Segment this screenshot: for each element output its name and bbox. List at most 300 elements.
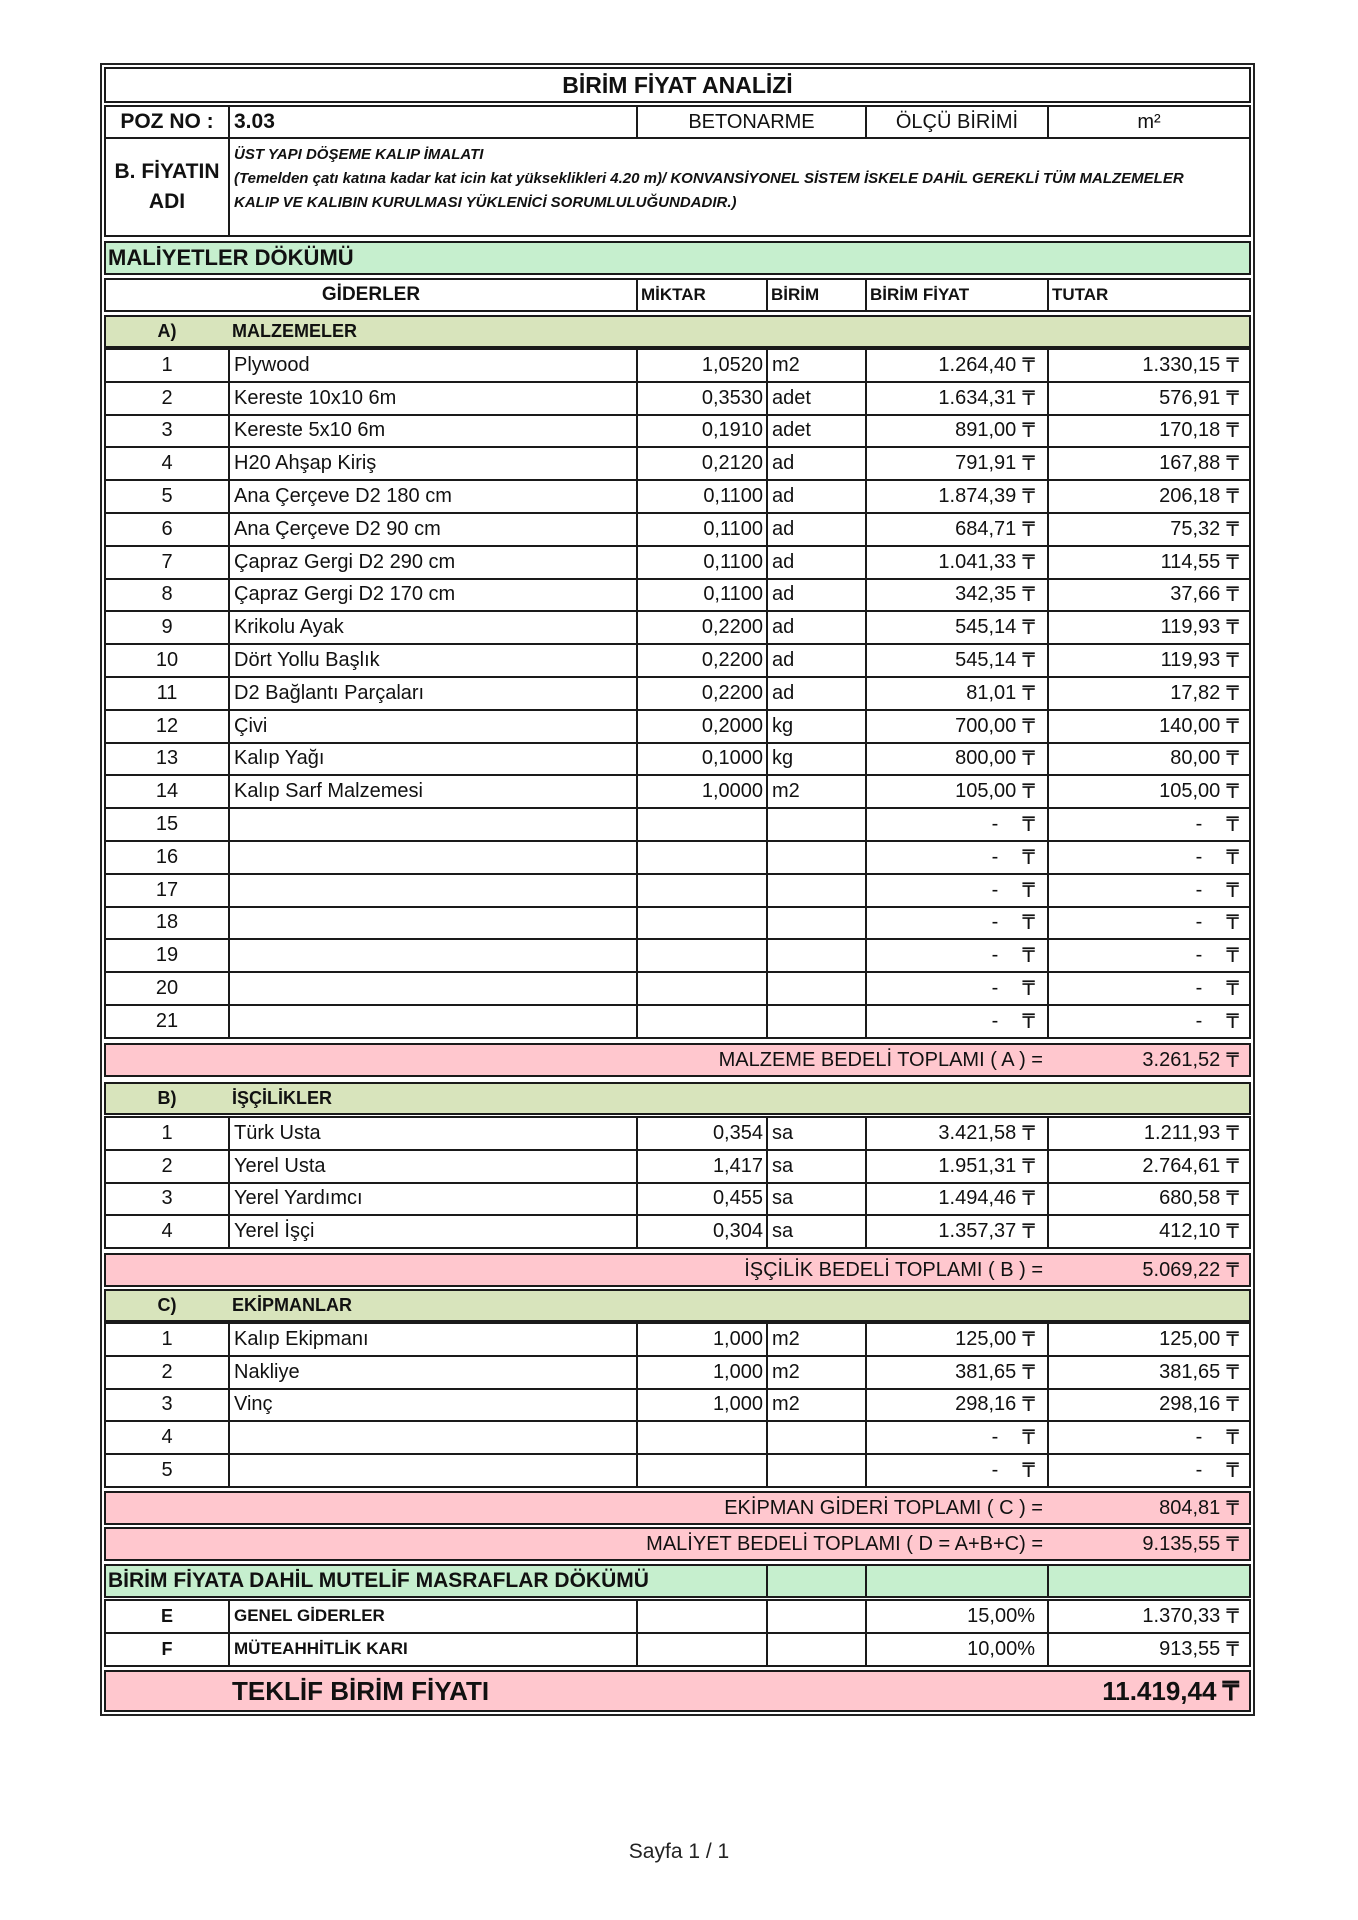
item-total	[1047, 448, 1249, 479]
item-unit: sa	[766, 1118, 865, 1149]
overhead-row	[104, 1599, 1251, 1634]
item-unit-price-value: -	[991, 878, 999, 901]
description-line-2: (Temelden çatı katına kadar kat icin kat yükseklikleri 4.20 m)/ KONVANSİYONEL SİSTEM İSKELE DAHİL GEREKLİ TÜM MALZEMELER	[234, 170, 1184, 187]
table-row	[104, 381, 1251, 416]
item-total	[1047, 1184, 1249, 1215]
item-total-value: -	[1195, 878, 1203, 901]
table-row	[104, 446, 1251, 481]
currency-symbol: ₸	[1022, 1460, 1035, 1483]
item-total-value: 119,93	[1160, 616, 1221, 639]
row-number: 9	[161, 616, 173, 639]
table-row	[104, 1453, 1251, 1488]
item-unit-price	[865, 416, 1047, 447]
item-unit: sa	[766, 1184, 865, 1215]
item-unit: ad	[766, 481, 865, 512]
item-name: H20 Ahşap Kiriş	[228, 448, 636, 479]
table-row	[104, 906, 1251, 941]
table-row	[104, 545, 1251, 580]
materials-total-label: MALZEME BEDELİ TOPLAMI ( A ) =	[718, 1048, 1043, 1071]
item-unit	[766, 1422, 865, 1453]
item-name	[228, 1006, 636, 1037]
item-unit-price	[865, 383, 1047, 414]
item-name: Yerel Usta	[228, 1151, 636, 1182]
item-quantity	[636, 908, 766, 939]
currency-symbol: ₸	[1022, 486, 1035, 509]
row-number: 12	[155, 714, 179, 737]
item-unit: ad	[766, 645, 865, 676]
currency-symbol: ₸	[1226, 814, 1239, 837]
category-row-materials	[104, 315, 1251, 348]
item-name: Çapraz Gergi D2 290 cm	[228, 547, 636, 578]
currency-symbol: ₸	[1222, 1675, 1239, 1706]
item-unit-price-value: 1.357,37	[938, 1220, 1017, 1243]
cost-grand-total-value	[1047, 1529, 1249, 1559]
item-unit-price-value: 342,35	[955, 583, 1017, 606]
item-name: Vinç	[228, 1390, 636, 1421]
item-unit-price	[865, 678, 1047, 709]
currency-symbol: ₸	[1226, 1460, 1239, 1483]
category-code: A)	[157, 320, 177, 341]
item-total	[1047, 940, 1249, 971]
currency-symbol: ₸	[1022, 551, 1035, 574]
item-total-value: 1.211,93	[1143, 1121, 1221, 1144]
overhead-code: E	[160, 1605, 173, 1626]
category-label: BETONARME	[636, 107, 865, 137]
item-total	[1047, 744, 1249, 775]
item-total	[1047, 481, 1249, 512]
currency-symbol: ₸	[1226, 650, 1239, 673]
item-quantity: 0,455	[636, 1184, 766, 1215]
name-label-line-1: B. FİYATIN	[114, 160, 220, 183]
item-name: Kalıp Ekipmanı	[228, 1324, 636, 1355]
row-number: 2	[161, 1360, 173, 1383]
overhead-rate: 10,00%	[865, 1634, 1047, 1665]
item-unit: adet	[766, 416, 865, 447]
overhead-empty-unit	[766, 1601, 865, 1632]
item-total-value: -	[1195, 977, 1203, 1000]
equipment-total	[104, 1491, 1251, 1525]
item-unit-price-value: 800,00	[955, 747, 1017, 770]
item-quantity	[636, 1006, 766, 1037]
currency-symbol: ₸	[1022, 814, 1035, 837]
currency-symbol: ₸	[1022, 912, 1035, 935]
table-row	[104, 676, 1251, 711]
currency-symbol: ₸	[1226, 1394, 1239, 1417]
item-total-value: 298,16	[1159, 1393, 1221, 1416]
overheads-heading-cell	[1047, 1566, 1249, 1596]
col-header-birim: BİRİM	[766, 280, 865, 310]
overhead-total	[1047, 1634, 1249, 1665]
currency-symbol: ₸	[1226, 551, 1239, 574]
offer-price-value	[1047, 1672, 1249, 1710]
item-total	[1047, 1390, 1249, 1421]
item-total	[1047, 514, 1249, 545]
currency-symbol: ₸	[1226, 1361, 1239, 1384]
table-row	[104, 1322, 1251, 1357]
item-name: Ana Çerçeve D2 180 cm	[228, 481, 636, 512]
currency-symbol: ₸	[1226, 781, 1239, 804]
item-unit: ad	[766, 547, 865, 578]
table-row	[104, 1149, 1251, 1184]
name-label	[106, 139, 228, 235]
item-total-value: 170,18	[1159, 419, 1221, 442]
table-row	[104, 1116, 1251, 1151]
item-unit	[766, 875, 865, 906]
table-row	[104, 840, 1251, 875]
item-unit-price-value: 891,00	[955, 419, 1017, 442]
item-unit-price	[865, 776, 1047, 807]
item-total-value: 1.330,15	[1142, 353, 1221, 376]
item-total	[1047, 908, 1249, 939]
overheads-title: BİRİM FİYATA DAHİL MUTELİF MASRAFLAR DÖKÜMÜ	[108, 1569, 649, 1592]
currency-symbol: ₸	[1022, 584, 1035, 607]
description-text	[228, 139, 1249, 235]
category-row-equipment	[104, 1289, 1251, 1322]
row-number: 2	[161, 1154, 173, 1177]
item-total	[1047, 383, 1249, 414]
item-unit-price	[865, 645, 1047, 676]
item-total	[1047, 1324, 1249, 1355]
item-total-value: 17,82	[1170, 681, 1221, 704]
item-name: Çivi	[228, 711, 636, 742]
currency-symbol: ₸	[1226, 518, 1239, 541]
currency-symbol: ₸	[1226, 1427, 1239, 1450]
item-total	[1047, 416, 1249, 447]
currency-symbol: ₸	[1226, 387, 1239, 410]
currency-symbol: ₸	[1022, 1122, 1035, 1145]
item-unit	[766, 973, 865, 1004]
currency-symbol: ₸	[1226, 1259, 1239, 1282]
overhead-empty-unit	[766, 1634, 865, 1665]
currency-symbol: ₸	[1022, 650, 1035, 673]
item-unit: ad	[766, 448, 865, 479]
table-row	[104, 1214, 1251, 1249]
item-total-value: -	[1195, 813, 1203, 836]
row-number: 6	[161, 517, 173, 540]
currency-symbol: ₸	[1022, 387, 1035, 410]
item-name: Türk Usta	[228, 1118, 636, 1149]
item-quantity	[636, 940, 766, 971]
item-total	[1047, 1422, 1249, 1453]
offer-price-value-value: 11.419,44	[1102, 1675, 1217, 1706]
item-unit-price	[865, 1118, 1047, 1149]
currency-symbol: ₸	[1226, 846, 1239, 869]
item-unit-price-value: 1.041,33	[938, 550, 1017, 573]
item-unit-price	[865, 875, 1047, 906]
category-title: EKİPMANLAR	[232, 1294, 352, 1315]
item-name	[228, 1455, 636, 1486]
item-unit-price-value: -	[991, 1426, 999, 1449]
currency-symbol: ₸	[1022, 354, 1035, 377]
item-quantity: 0,1910	[636, 416, 766, 447]
unit-value: m²	[1047, 107, 1249, 137]
item-quantity: 1,0520	[636, 350, 766, 381]
costs-section-title: MALİYETLER DÖKÜMÜ	[108, 245, 354, 270]
currency-symbol: ₸	[1226, 1533, 1239, 1556]
row-number: 4	[161, 452, 173, 475]
category-code: C)	[157, 1294, 177, 1315]
cost-grand-total-value-value: 9.135,55	[1142, 1532, 1221, 1555]
currency-symbol: ₸	[1022, 879, 1035, 902]
item-unit-price-value: 1.494,46	[938, 1187, 1017, 1210]
row-number: 19	[155, 944, 179, 967]
currency-symbol: ₸	[1226, 486, 1239, 509]
row-number: 21	[155, 1009, 179, 1032]
currency-symbol: ₸	[1226, 912, 1239, 935]
item-quantity	[636, 842, 766, 873]
item-unit-price-value: 1.634,31	[938, 386, 1017, 409]
offer-price-row	[104, 1670, 1251, 1712]
item-unit-price-value: 1.874,39	[938, 485, 1017, 508]
currency-symbol: ₸	[1022, 453, 1035, 476]
item-unit-price	[865, 973, 1047, 1004]
item-unit-price-value: 1.264,40	[938, 353, 1017, 376]
item-quantity: 0,2200	[636, 645, 766, 676]
item-unit-price	[865, 1216, 1047, 1247]
page-number: Sayfa 1 / 1	[628, 1840, 730, 1863]
item-unit: kg	[766, 711, 865, 742]
row-number: 5	[161, 485, 173, 508]
item-unit-price	[865, 842, 1047, 873]
item-total-value: -	[1195, 1426, 1203, 1449]
item-quantity: 0,1000	[636, 744, 766, 775]
item-total-value: -	[1195, 944, 1203, 967]
category-row-labor	[104, 1082, 1251, 1115]
item-name	[228, 940, 636, 971]
item-unit	[766, 908, 865, 939]
description-line-1: ÜST YAPI DÖŞEME KALIP İMALATI	[234, 146, 484, 163]
currency-symbol: ₸	[1226, 617, 1239, 640]
currency-symbol: ₸	[1226, 1328, 1239, 1351]
item-unit	[766, 1455, 865, 1486]
currency-symbol: ₸	[1022, 748, 1035, 771]
row-number: 5	[161, 1459, 173, 1482]
currency-symbol: ₸	[1226, 748, 1239, 771]
table-row	[104, 1355, 1251, 1390]
item-name: Kereste 10x10 6m	[228, 383, 636, 414]
item-total-value: 75,32	[1170, 517, 1221, 540]
table-row	[104, 1388, 1251, 1423]
item-total-value: -	[1195, 1009, 1203, 1032]
table-row	[104, 971, 1251, 1006]
currency-symbol: ₸	[1022, 1394, 1035, 1417]
item-total-value: 125,00	[1159, 1327, 1221, 1350]
currency-symbol: ₸	[1022, 846, 1035, 869]
item-unit-price-value: 684,71	[955, 517, 1017, 540]
item-unit: m2	[766, 776, 865, 807]
item-unit-price-value: 545,14	[955, 649, 1017, 672]
item-total-value: 114,55	[1160, 550, 1221, 573]
materials-total	[104, 1043, 1251, 1077]
column-header-row	[104, 278, 1251, 312]
item-name: Kalıp Yağı	[228, 744, 636, 775]
table-row	[104, 1420, 1251, 1455]
item-quantity: 1,000	[636, 1357, 766, 1388]
currency-symbol: ₸	[1226, 1188, 1239, 1211]
currency-symbol: ₸	[1226, 1049, 1239, 1072]
labor-total-value-value: 5.069,22	[1142, 1258, 1221, 1281]
row-number: 11	[156, 681, 178, 704]
labor-total-label: İŞÇİLİK BEDELİ TOPLAMI ( B ) =	[744, 1258, 1043, 1281]
row-number: 1	[161, 1121, 173, 1144]
item-total-value: 105,00	[1159, 780, 1221, 803]
item-total-value: -	[1195, 911, 1203, 934]
currency-symbol: ₸	[1226, 1605, 1239, 1628]
item-total-value: 381,65	[1159, 1360, 1221, 1383]
overheads-heading	[104, 1564, 1251, 1598]
item-total-value: 119,93	[1160, 649, 1221, 672]
item-total-value: 412,10	[1159, 1220, 1221, 1243]
currency-symbol: ₸	[1022, 978, 1035, 1001]
item-unit: adet	[766, 383, 865, 414]
item-unit-price	[865, 1184, 1047, 1215]
equipment-total-value-value: 804,81	[1159, 1496, 1221, 1519]
table-row	[104, 512, 1251, 547]
item-name: Çapraz Gergi D2 170 cm	[228, 580, 636, 611]
item-quantity: 0,2200	[636, 612, 766, 643]
item-total	[1047, 1216, 1249, 1247]
item-quantity: 0,1100	[636, 547, 766, 578]
item-total-value: 206,18	[1159, 485, 1221, 508]
row-number: 1	[161, 353, 173, 376]
document-title: BİRİM FİYAT ANALİZİ	[562, 71, 793, 98]
name-label-line-2: ADI	[148, 190, 186, 213]
row-number: 4	[161, 1426, 173, 1449]
item-total	[1047, 875, 1249, 906]
item-quantity	[636, 875, 766, 906]
overheads-heading-cell	[766, 1566, 865, 1596]
row-number: 18	[155, 911, 179, 934]
item-unit-price-value: 298,16	[955, 1393, 1017, 1416]
item-unit-price-value: 125,00	[955, 1327, 1017, 1350]
table-row	[104, 1004, 1251, 1039]
costs-section-heading	[104, 241, 1251, 275]
item-total	[1047, 842, 1249, 873]
item-unit-price-value: -	[991, 977, 999, 1000]
item-unit: m2	[766, 1390, 865, 1421]
description-line-3: KALIP VE KALIBIN KURULMASI YÜKLENİCİ SORUMLULUĞUNDADIR.)	[234, 194, 737, 211]
item-total	[1047, 350, 1249, 381]
item-total-value: 140,00	[1159, 714, 1221, 737]
item-quantity: 0,1100	[636, 580, 766, 611]
currency-symbol: ₸	[1022, 1221, 1035, 1244]
currency-symbol: ₸	[1022, 518, 1035, 541]
item-unit: sa	[766, 1151, 865, 1182]
item-unit: m2	[766, 1357, 865, 1388]
cost-grand-total	[104, 1527, 1251, 1561]
table-row	[104, 709, 1251, 744]
item-unit-price	[865, 547, 1047, 578]
currency-symbol: ₸	[1226, 1638, 1239, 1661]
row-number: 1	[161, 1327, 173, 1350]
item-unit: ad	[766, 580, 865, 611]
item-quantity	[636, 1455, 766, 1486]
item-unit-price-value: 3.421,58	[938, 1121, 1017, 1144]
item-total	[1047, 711, 1249, 742]
item-unit-price	[865, 448, 1047, 479]
item-quantity: 1,000	[636, 1324, 766, 1355]
item-unit-price-value: 105,00	[955, 780, 1017, 803]
item-unit-price	[865, 1422, 1047, 1453]
item-unit-price-value: -	[991, 911, 999, 934]
item-total-value: 2.764,61	[1142, 1154, 1221, 1177]
currency-symbol: ₸	[1226, 1221, 1239, 1244]
table-row	[104, 774, 1251, 809]
item-total	[1047, 809, 1249, 840]
item-unit: ad	[766, 678, 865, 709]
item-unit: m2	[766, 1324, 865, 1355]
item-unit-price	[865, 711, 1047, 742]
labor-total-value	[1047, 1255, 1249, 1285]
overhead-total-value: 1.370,33	[1142, 1604, 1221, 1627]
item-total-value: 37,66	[1170, 583, 1221, 606]
item-name: Dört Yollu Başlık	[228, 645, 636, 676]
overhead-name: MÜTEAHHİTLİK KARI	[228, 1634, 636, 1665]
item-total	[1047, 612, 1249, 643]
row-number: 4	[161, 1220, 173, 1243]
table-row	[104, 742, 1251, 777]
item-unit-price	[865, 350, 1047, 381]
item-unit-price-value: -	[991, 845, 999, 868]
item-quantity: 0,1100	[636, 481, 766, 512]
item-quantity	[636, 809, 766, 840]
item-name	[228, 809, 636, 840]
item-name: D2 Bağlantı Parçaları	[228, 678, 636, 709]
item-name: Kereste 5x10 6m	[228, 416, 636, 447]
table-row	[104, 938, 1251, 973]
item-unit-price-value: 791,91	[955, 452, 1017, 475]
offer-price-label: TEKLİF BİRİM FİYATI	[232, 1675, 490, 1706]
materials-total-value	[1047, 1045, 1249, 1075]
title-row	[104, 67, 1251, 103]
item-total	[1047, 580, 1249, 611]
item-total	[1047, 547, 1249, 578]
item-total-value: 167,88	[1159, 452, 1221, 475]
equipment-total-value	[1047, 1493, 1249, 1523]
row-number: 14	[155, 780, 179, 803]
table-row	[104, 1182, 1251, 1217]
currency-symbol: ₸	[1226, 945, 1239, 968]
poz-row	[104, 105, 1251, 139]
item-unit-price	[865, 744, 1047, 775]
currency-symbol: ₸	[1226, 1122, 1239, 1145]
item-unit-price	[865, 908, 1047, 939]
category-title: MALZEMELER	[232, 320, 357, 341]
item-quantity: 0,2200	[636, 678, 766, 709]
currency-symbol: ₸	[1022, 1328, 1035, 1351]
item-total-value: 680,58	[1159, 1187, 1221, 1210]
table-row	[104, 479, 1251, 514]
item-quantity: 1,000	[636, 1390, 766, 1421]
item-name: Krikolu Ayak	[228, 612, 636, 643]
item-unit: kg	[766, 744, 865, 775]
currency-symbol: ₸	[1226, 879, 1239, 902]
item-total	[1047, 1118, 1249, 1149]
equipment-total-label: EKİPMAN GİDERİ TOPLAMI ( C ) =	[724, 1496, 1043, 1519]
item-unit	[766, 809, 865, 840]
item-unit-price-value: 545,14	[955, 616, 1017, 639]
category-title: İŞÇİLİKLER	[232, 1087, 333, 1108]
currency-symbol: ₸	[1022, 1010, 1035, 1033]
currency-symbol: ₸	[1022, 682, 1035, 705]
item-quantity	[636, 1422, 766, 1453]
item-quantity: 0,304	[636, 1216, 766, 1247]
row-number: 7	[161, 550, 173, 573]
item-unit-price	[865, 612, 1047, 643]
currency-symbol: ₸	[1226, 354, 1239, 377]
item-name: Plywood	[228, 350, 636, 381]
currency-symbol: ₸	[1226, 1155, 1239, 1178]
